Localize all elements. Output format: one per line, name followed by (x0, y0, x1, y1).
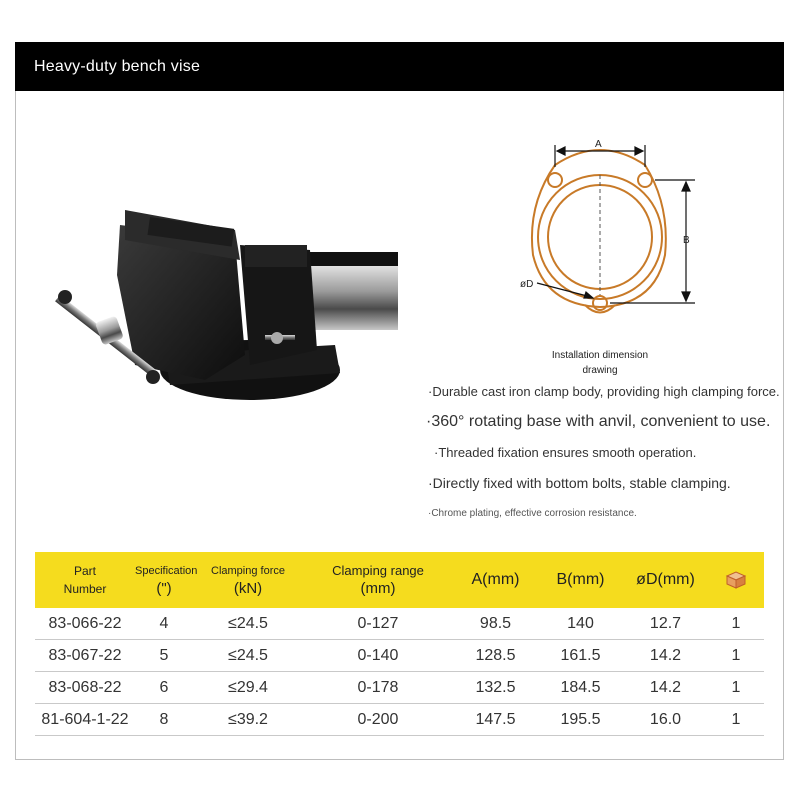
drawing-caption-line1: Installation dimension (551, 350, 649, 361)
col-header-b: B(mm) (556, 571, 605, 588)
col-header-clamping-range: Clamping range (mm) (332, 563, 424, 597)
cell-dim-b: 195.5 (538, 704, 623, 736)
table-row (35, 608, 764, 640)
dimension-a-label: A (595, 139, 602, 150)
feature-item: ·360° rotating base with anvil, convenient to use. (426, 413, 771, 430)
cell-dim-d: 12.7 (623, 608, 708, 640)
col-header-part-number: Part Number (63, 564, 107, 596)
cell-dim-b: 184.5 (538, 672, 623, 704)
installation-drawing (505, 135, 705, 350)
cell-dim-a: 147.5 (453, 704, 538, 736)
cell-part-number: 83-068-22 (35, 672, 135, 704)
cell-quantity: 1 (708, 672, 764, 704)
table-row (35, 640, 764, 672)
cell-dim-a: 128.5 (453, 640, 538, 672)
cell-part-number: 83-067-22 (35, 640, 135, 672)
col-header-specification: Specification (") (135, 565, 198, 597)
spec-table (35, 552, 764, 736)
table-row (35, 672, 764, 704)
table-body (35, 608, 764, 736)
table-row (35, 704, 764, 736)
cell-specification: 8 (135, 704, 193, 736)
feature-item: ·Threaded fixation ensures smooth operation. (434, 445, 697, 460)
cell-clamping-force: ≤24.5 (193, 640, 303, 672)
cell-dim-b: 161.5 (538, 640, 623, 672)
table-header-row (35, 552, 764, 608)
cell-clamping-range: 0-140 (303, 640, 453, 672)
cell-clamping-range: 0-127 (303, 608, 453, 640)
dimension-d-label: øD (520, 279, 534, 290)
col-header-d: øD(mm) (636, 571, 695, 588)
feature-item: ·Durable cast iron clamp body, providing high clamping force. (428, 384, 780, 399)
col-header-a: A(mm) (471, 571, 520, 588)
cell-dim-b: 140 (538, 608, 623, 640)
dimension-b-label: B (683, 235, 690, 246)
page-title: Heavy-duty bench vise (34, 58, 201, 75)
cell-specification: 6 (135, 672, 193, 704)
cell-specification: 4 (135, 608, 193, 640)
cell-clamping-force: ≤39.2 (193, 704, 303, 736)
cell-dim-d: 14.2 (623, 672, 708, 704)
feature-item: ·Directly fixed with bottom bolts, stable clamping. (428, 475, 731, 491)
cell-dim-d: 14.2 (623, 640, 708, 672)
col-header-quantity (708, 552, 764, 608)
cell-part-number: 83-066-22 (35, 608, 135, 640)
cell-part-number: 81-604-1-22 (35, 704, 135, 736)
col-header-clamping-force: Clamping force (kN) (211, 565, 285, 597)
drawing-caption-line2: drawing (582, 365, 618, 376)
box-icon (725, 570, 747, 590)
cell-clamping-range: 0-200 (303, 704, 453, 736)
feature-item: ·Chrome plating, effective corrosion resistance. (428, 508, 637, 519)
cell-specification: 5 (135, 640, 193, 672)
cell-quantity: 1 (708, 704, 764, 736)
bench-vise-image (55, 205, 415, 415)
cell-clamping-force: ≤24.5 (193, 608, 303, 640)
cell-quantity: 1 (708, 640, 764, 672)
spec-table-container (35, 552, 764, 736)
cell-dim-a: 132.5 (453, 672, 538, 704)
cell-clamping-range: 0-178 (303, 672, 453, 704)
cell-dim-d: 16.0 (623, 704, 708, 736)
cell-quantity: 1 (708, 608, 764, 640)
cell-dim-a: 98.5 (453, 608, 538, 640)
drawing-caption (535, 348, 665, 378)
cell-clamping-force: ≤29.4 (193, 672, 303, 704)
